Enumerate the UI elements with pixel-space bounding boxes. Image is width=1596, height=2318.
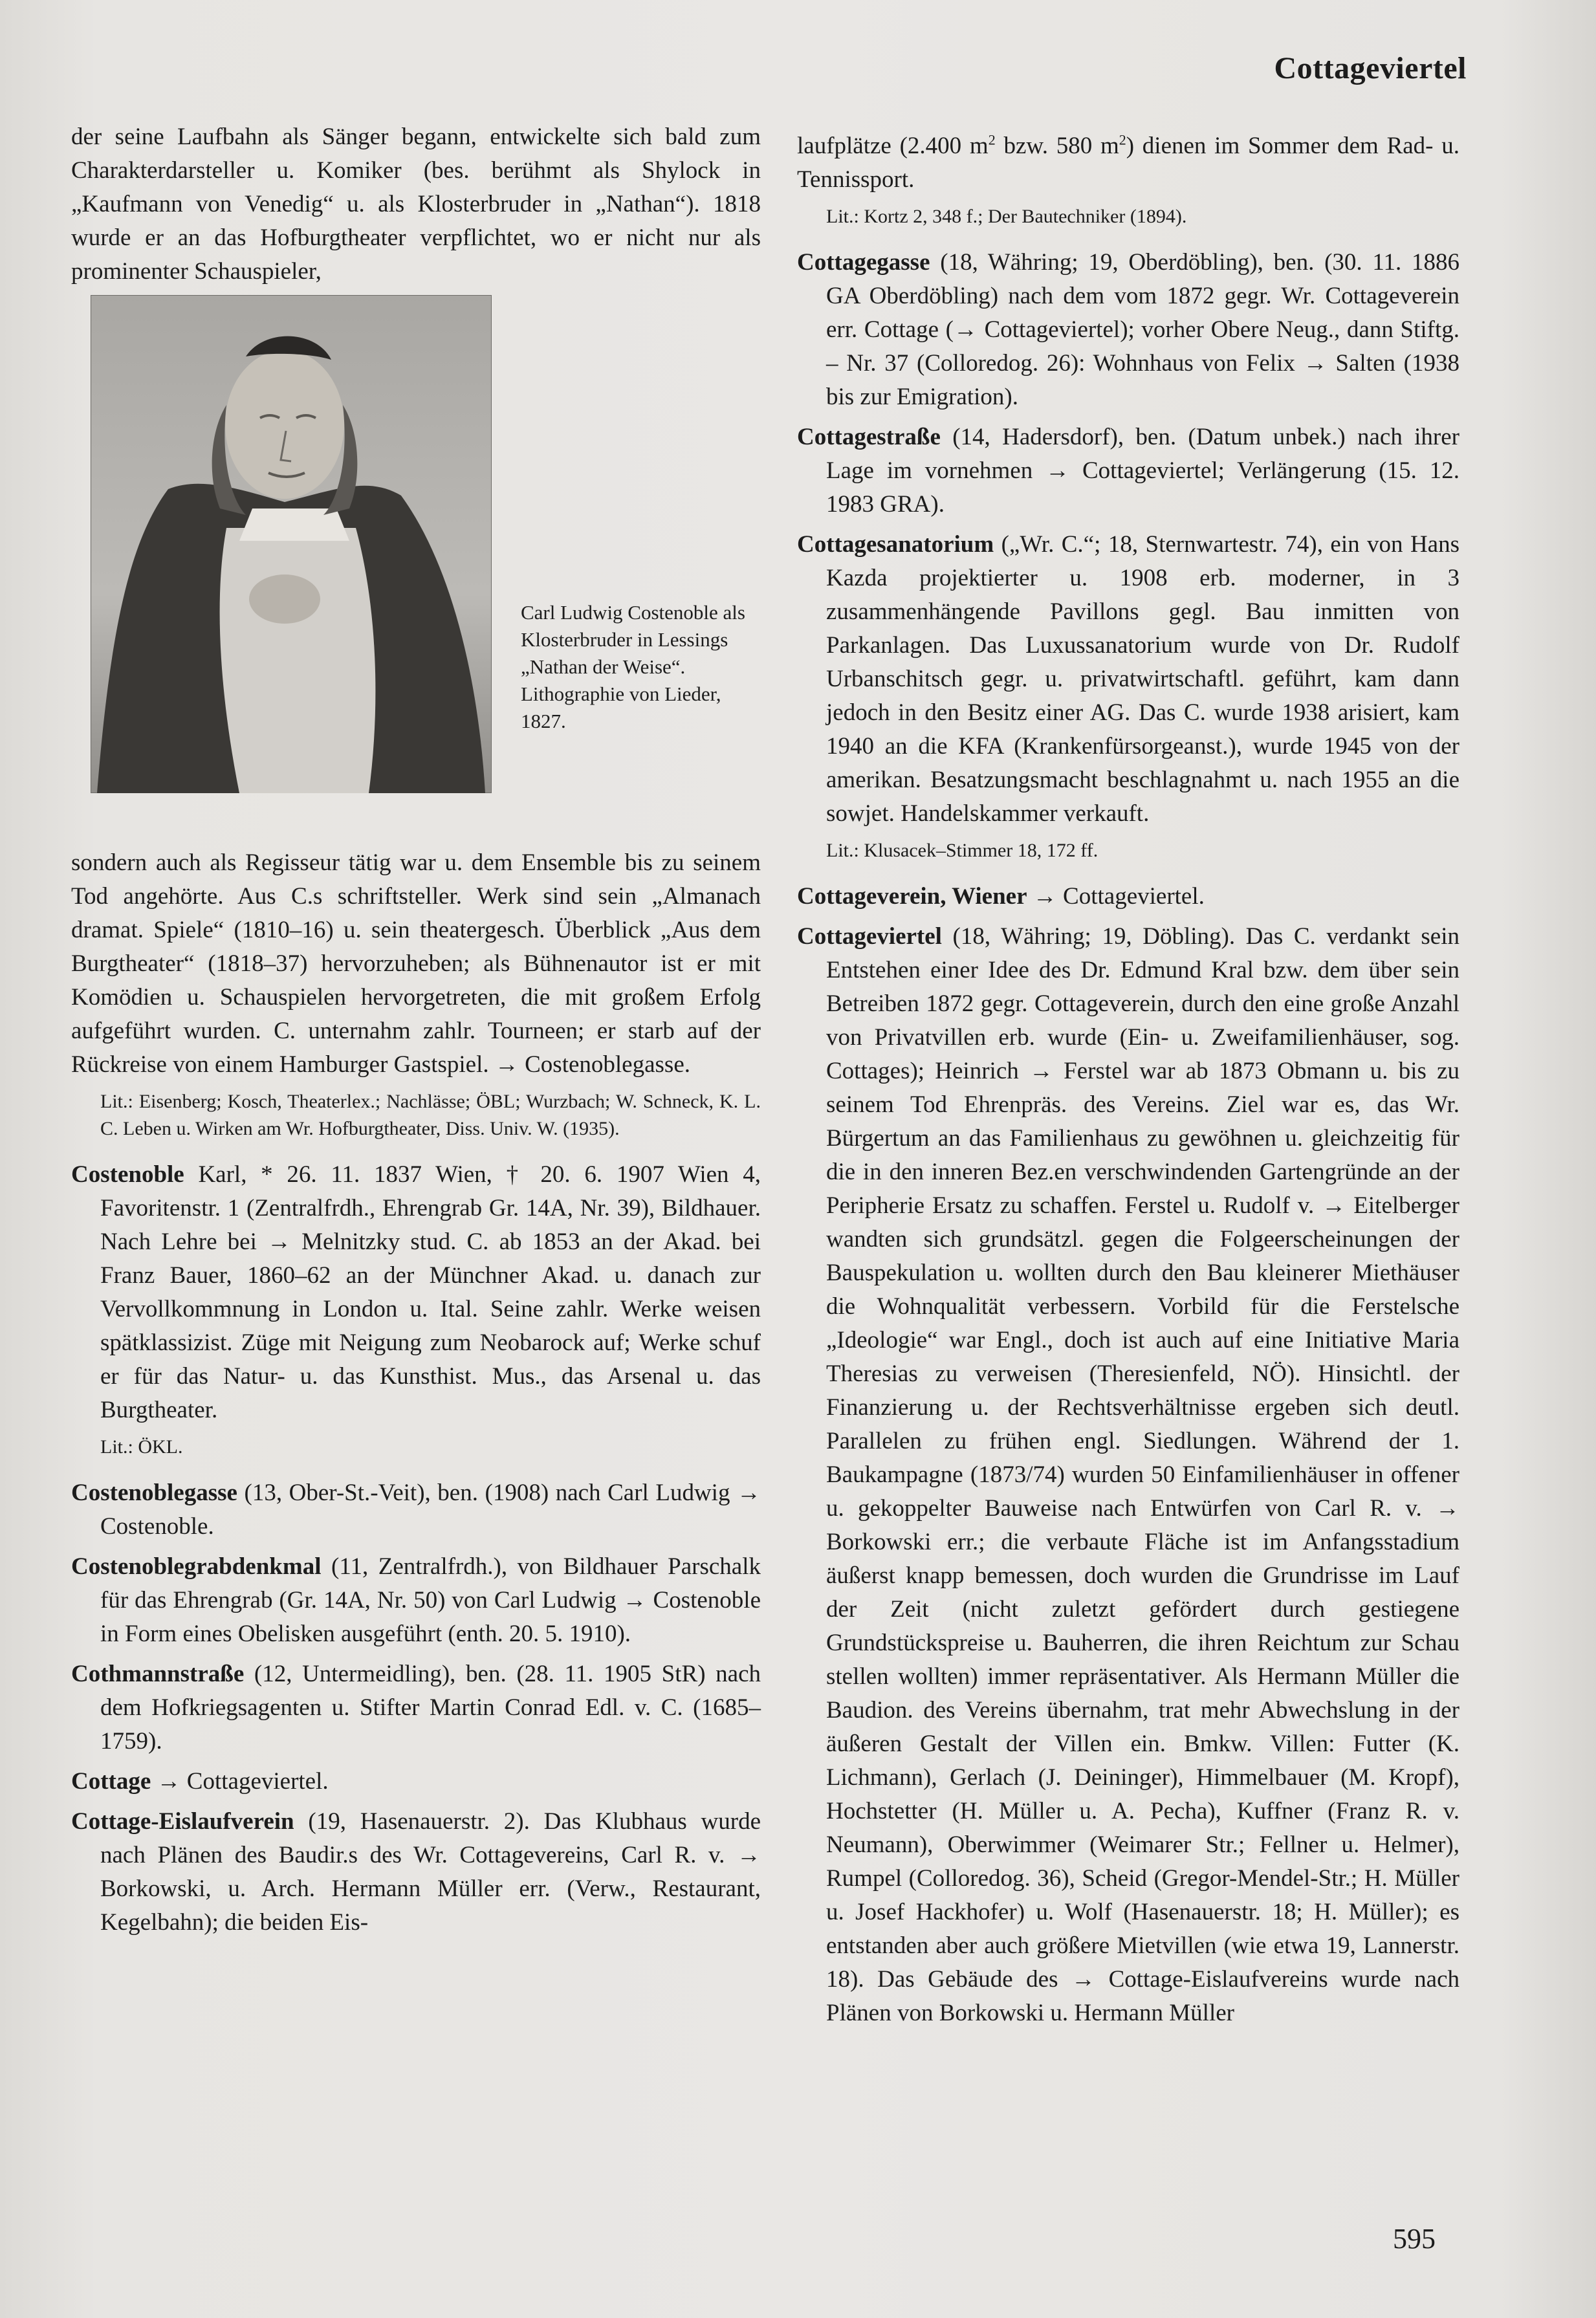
entry-text: (13, Ober-St.-Veit), ben. (1908) nach Carl Ludwig → Costenoble. [100, 1480, 761, 1540]
entry-lemma: Cottage-Eislaufverein [71, 1808, 294, 1835]
intro-paragraph [797, 129, 1459, 197]
lexicon-entry [71, 1158, 761, 1427]
entry-text: (11, Zentralfrdh.), von Bildhauer Parschalk für das Ehrengrab (Gr. 14A, Nr. 50) von Carl Ludwig → Costenoble in Form eines Obelisken ausgeführt (enth. 20. 5. 1910). [100, 1553, 761, 1647]
intro-text: bzw. 580 m [995, 133, 1119, 159]
lexicon-entry [797, 920, 1459, 2030]
entry-lemma: Cottagestraße [797, 424, 941, 450]
entry-text: (14, Hadersdorf), ben. (Datum unbek.) nach ihrer Lage im vornehmen → Cottageviertel; Verlängerung (15. 12. 1983 GRA). [826, 424, 1459, 518]
entry-lemma: Cottage [71, 1768, 151, 1795]
entry-lemma: Costenoblegrabdenkmal [71, 1553, 322, 1580]
entry-text: (19, Hasenauerstr. 2). Das Klubhaus wurde nach Plänen des Baudir.s des Wr. Cottagevereins, Carl R. v. → Borkowski, u. Arch. Hermann Müller err. (Verw., Restaurant, Kegelbahn); die beiden Eis- [100, 1808, 761, 1936]
running-header: Cottageviertel [1274, 51, 1467, 85]
entry-text: (18, Währing; 19, Döbling). Das C. verdankt sein Entstehen einer Idee des Dr. Edmund Kral bzw. dem über sein Betreiben 1872 gegr. Cottageverein, durch den eine große Anzahl von Privatvillen erb. wurde (Ein- u. Zweifamilienhäuser, sog. Cottages); Heinrich → Ferstel war ab 1873 Obmann u. bis zu seinem Tod Ehrenpräs. des Vereins. Ziel war es, das Wr. Bürgertum an das Familienhaus zu gewöhnen u. gleichzeitig für die in den inneren Bez.en verschwindenden Gartengründe an der Peripherie Ersatz zu schaffen. Ferstel u. Rudolf v. → Eitelberger wandten sich grundsätzl. gegen die Folgeerscheinungen der Bauspekulation u. wollten durch den Bau kleinerer Miethäuser die Wohnqualität verbessern. Vorbild für die Ferstelsche „Ideologie“ war Engl., doch ist auch auf eine Initiative Maria Theresias zu verweisen (Theresienfeld, NÖ). Hinsichtl. der Finanzierung u. der Rechtsverhältnisse ergeben sich deutl. Parallelen zu frühen engl. Siedlungen. Während der 1. Baukampagne (1873/74) wurden 50 Einfamilienhäuser in offener u. gekoppelter Bauweise nach Entwürfen von Carl R. v. → Borkowski err.; die verbaute Fläche ist im Anfangsstadium äußerst knapp bemessen, doch wurden die Grundrisse im Lauf der Zeit (nicht zuletzt gefördert durch gestiegene Grundstückspreise u. Bauherren, die ihren Reichtum zur Schau stellen wollten) immer repräsentativer. Als Hermann Müller die Baudion. des Vereins übernahm, trat mehr Abwechslung in der äußeren Gestalt der Villen ein. Bmkw. Villen: Futter (K. Lichmann), Gerlach (J. Deininger), Himmelbauer (M. Kropf), Hochstetter (H. Müller u. A. Pecha), Kuffner (Franz R. v. Neumann), Oberwimmer (Weimarer Str.; Fellner u. Helmer), Rumpel (Colloredog. 36), Scheid (Gregor-Mendel-Str.; H. Müller u. Josef Hackhofer) u. Wolf (Hasenauerstr. 18; H. Müller); es entstanden aber auch größere Mietvillen (wie etwa 19, Lannerstr. 18). Das Gebäude des → Cottage-Eislaufvereins wurde nach Plänen von Borkowski u. Hermann Müller [826, 923, 1459, 2026]
page-number: 595 [1393, 2223, 1436, 2255]
entry-lemma: Cottagegasse [797, 249, 930, 276]
literature-reference: Lit.: ÖKL. [100, 1436, 183, 1458]
entry-text: (12, Untermeidling), ben. (28. 11. 1905 StR) nach dem Hofkriegsagenten u. Stifter Martin Conrad Edl. v. C. (1685–1759). [100, 1661, 761, 1755]
literature-reference: Lit.: Eisenberg; Kosch, Theaterlex.; Nachlässe; ÖBL; Wurzbach; W. Schneck, K. L. C. Leben u. Wirken am Wr. Hofburgtheater, Diss. Univ. W. (1935). [100, 1091, 761, 1139]
lexicon-entry [71, 1476, 761, 1544]
superscript: 2 [1119, 131, 1126, 148]
entry-text: → Cottageviertel. [1027, 883, 1205, 910]
lexicon-entry [71, 1765, 761, 1799]
entry-lemma: Cothmannstraße [71, 1661, 245, 1687]
entry-text: Karl, * 26. 11. 1837 Wien, † 20. 6. 1907 Wien 4, Favoritenstr. 1 (Zentralfrdh., Ehrengrab Gr. 14A, Nr. 39), Bildhauer. Nach Lehre bei → Melnitzky stud. C. ab 1853 an der Akad. bei Franz Bauer, 1860–62 an der Münchner Akad. u. danach zur Vervollkommnung in London u. Ital. Seine zahlr. Werke weisen spätklassizist. Züge mit Neigung zum Neobarock auf; Werke schuf er für das Natur- u. das Kunsthist. Mus., das Arsenal u. das Burgtheater. [100, 1161, 761, 1423]
intro-text: ) dienen im Sommer dem Rad- u. Tennissport. [797, 133, 1459, 193]
left-column [71, 120, 761, 1946]
lexicon-entry [71, 1550, 761, 1651]
lexicon-entry [71, 1657, 761, 1758]
literature-reference: Lit.: Kortz 2, 348 f.; Der Bautechniker (1894). [826, 206, 1187, 227]
entry-lemma: Cottageverein, Wiener [797, 883, 1027, 910]
intro-text: laufplätze (2.400 m [797, 133, 989, 159]
intro-paragraph: der seine Laufbahn als Sänger begann, entwickelte sich bald zum Charakterdarsteller u. Komiker (bes. berühmt als Shylock in „Kaufmann von Venedig“ u. als Klosterbruder in „Nathan“). 1818 wurde er an das Hofburgtheater verpflichtet, wo er nicht nur als prominenter Schauspieler, [71, 124, 761, 285]
lexicon-entry [797, 880, 1459, 913]
lexicon-entry [71, 1805, 761, 1940]
portrait-lithograph [91, 295, 492, 793]
entry-lemma: Costenoblegasse [71, 1480, 237, 1506]
entry-text: → Cottageviertel. [151, 1768, 329, 1795]
entry-text: („Wr. C.“; 18, Sternwartestr. 74), ein von Hans Kazda projektierter u. 1908 erb. moderner, in 3 zusammenhängende Pavillons gegl. Bau inmitten von Parkanlagen. Das Luxussanatorium wurde von Dr. Rudolf Urbanschitsch gegr. u. privatwirtschaftl. geführt, kam dann jedoch in den Besitz einer AG. Das C. wurde 1938 arisiert, kam 1940 an die KFA (Krankenfürsorgeanst.), wurde 1945 von der amerikan. Besatzungsmacht beschlagnahmt u. nach 1955 an die sowjet. Handelskammer verkauft. [826, 531, 1459, 827]
superscript: 2 [988, 131, 996, 148]
continuation-paragraph: sondern auch als Regisseur tätig war u. dem Ensemble bis zu seinem Tod angehörte. Aus C.s schriftsteller. Werk sind sein „Almanach dramat. Spiele“ (1810–16) u. sein theatergesch. Überblick „Aus dem Burgtheater“ (1818–37) hervorzuheben; als Bühnenautor ist er mit Komödien u. Schauspielen hervorgetreten, die mit großem Erfolg aufgeführt wurden. C. unternahm zahlr. Tourneen; er starb auf der Rückreise von einem Hamburger Gastspiel. → Costenoblegasse. [71, 849, 761, 1078]
lexicon-entry [797, 421, 1459, 521]
right-column [797, 129, 1459, 2037]
figure-caption: Carl Ludwig Costenoble als Klosterbruder in Lessings „Nathan der Weise“. Lithographie von Lieder, 1827. [521, 601, 745, 732]
illustration-block [71, 295, 761, 838]
entry-lemma: Cottagesanatorium [797, 531, 994, 558]
entry-lemma: Cottageviertel [797, 923, 942, 950]
entry-text: (18, Währing; 19, Oberdöbling), ben. (30. 11. 1886 GA Oberdöbling) nach dem vom 1872 gegr. Wr. Cottageverein err. Cottage (→ Cottageviertel); vorher Obere Neug., dann Stiftg. – Nr. 37 (Colloredog. 26): Wohnhaus von Felix → Salten (1938 bis zur Emigration). [826, 249, 1459, 410]
entry-lemma: Costenoble [71, 1161, 184, 1188]
lexicon-entry [797, 528, 1459, 831]
lexicon-entry [797, 246, 1459, 414]
literature-reference: Lit.: Klusacek–Stimmer 18, 172 ff. [826, 840, 1099, 861]
